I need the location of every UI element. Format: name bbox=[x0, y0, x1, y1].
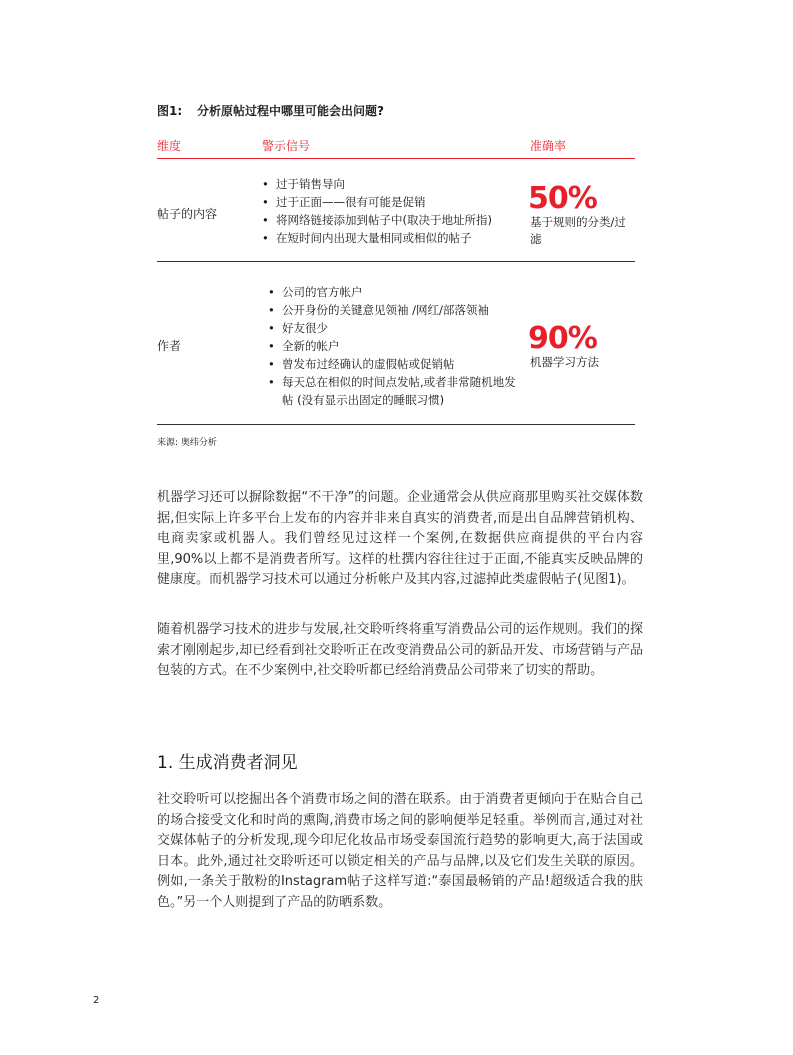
figure-number: 图1: bbox=[157, 104, 183, 118]
figure-title-text: 分析原帖过程中哪里可能会出问题? bbox=[197, 104, 384, 118]
row-content-dimension: 帖子的内容 bbox=[157, 207, 218, 221]
list-item: • 曾发布过经确认的虚假帖或促销帖 bbox=[268, 355, 518, 373]
row-author-dimension: 作者 bbox=[157, 339, 182, 353]
list-item: • 过于正面——很有可能是促销 bbox=[262, 193, 522, 211]
body-paragraph-2: 随着机器学习技术的进步与发展,社交聆听终将重写消费品公司的运作规则。我们的探索才刚刚起步,却已经看到社交聆听正在改变消费品公司的新品开发、市场营销与产品包装的方式。在不少案例中,社交聆听都已经给消费品公司带来了切实的帮助。 bbox=[157, 622, 643, 678]
row-author-method: 机器学习方法 bbox=[530, 355, 599, 369]
body-paragraph-1: 机器学习还可以摒除数据“不干净”的问题。企业通常会从供应商那里购买社交媒体数据,但实际上许多平台上发布的内容并非来自真实的消费者,而是出自品牌营销机构、电商卖家或机器人。我们曾经见过这样一个案例,在数据供应商提供的平台内容里,90%以上都不是消费者所写。这样的杜撰内容往往过于正面,不能真实反映品牌的健康度。而机器学习技术可以通过分析帐户及其内容,过滤掉此类虚假帖子(见图1)。 bbox=[157, 490, 643, 587]
row-author-signals bbox=[268, 283, 518, 409]
list-item: • 将网络链接添加到帖子中(取决于地址所指) bbox=[262, 211, 522, 229]
body-paragraph-3: 社交聆听可以挖掘出各个消费市场之间的潜在联系。由于消费者更倾向于在贴合自己的场合接受文化和时尚的熏陶,消费市场之间的影响便举足轻重。举例而言,通过对社交媒体帖子的分析发现,现今印尼化妆品市场受泰国流行趋势的影响更大,高于法国或日本。此外,通过社交聆听还可以锁定相关的产品与品牌,以及它们发生关联的原因。例如,一条关于散粉的Instagram帖子这样写道:“泰国最畅销的产品!超级适合我的肤色。”另一个人则提到了产品的防晒系数。 bbox=[157, 792, 643, 910]
header-dimension: 维度 bbox=[157, 139, 182, 153]
list-item: • 公司的官方帐户 bbox=[268, 283, 518, 301]
table-bottom-rule bbox=[157, 424, 635, 425]
row-author-accuracy: 90% bbox=[528, 321, 597, 356]
table-source: 来源: 奥纬分析 bbox=[157, 438, 217, 448]
header-signal: 警示信号 bbox=[262, 139, 311, 153]
figure-title bbox=[157, 102, 384, 119]
row-content-method: 基于规则的分类/过滤 bbox=[530, 215, 626, 246]
row-content-accuracy: 50% bbox=[528, 181, 597, 216]
list-item: • 好友很少 bbox=[268, 319, 518, 337]
list-item: • 公开身份的关键意见领袖 /网红/部落领袖 bbox=[268, 301, 518, 319]
row-content-signals bbox=[262, 175, 522, 247]
page-number: 2 bbox=[93, 995, 100, 1006]
list-item: • 每天总在相似的时间点发帖,或者非常随机地发帖 (没有显示出固定的睡眠习惯) bbox=[268, 373, 518, 409]
header-rule bbox=[157, 158, 635, 159]
list-item: • 全新的帐户 bbox=[268, 337, 518, 355]
list-item: • 在短时间内出现大量相同或相似的帖子 bbox=[262, 229, 522, 247]
list-item: • 过于销售导向 bbox=[262, 175, 522, 193]
row-divider bbox=[157, 261, 635, 262]
section-heading: 1. 生成消费者洞见 bbox=[157, 753, 298, 773]
header-accuracy: 准确率 bbox=[530, 139, 567, 153]
